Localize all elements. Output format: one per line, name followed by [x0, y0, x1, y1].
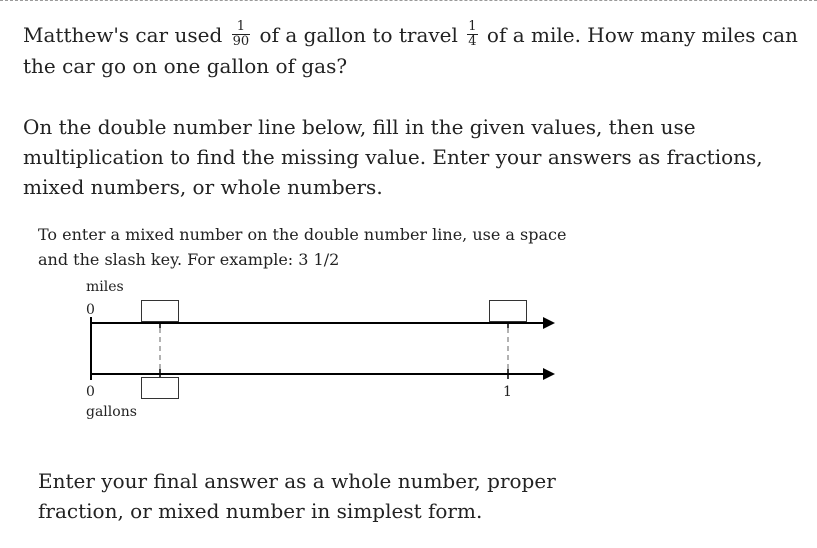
question-part2: of a gallon to travel: [253, 23, 465, 47]
final-answer-instruction: Enter your final answer as a whole number, proper fraction, or mixed number in simplest form.: [38, 469, 556, 523]
instructions-text: On the double number line below, fill in the given values, then use multiplication to find the missing value. Enter your answers as fractions, mixed numbers, or whole numbers.: [23, 115, 763, 199]
miles-label: miles: [86, 279, 124, 295]
question-part3: of a mile. How many miles can the car go on one gallon of gas?: [23, 23, 798, 78]
miles-given-input[interactable]: [141, 300, 179, 322]
fraction-mile-numerator: 1: [468, 19, 477, 34]
mixed-number-hint: To enter a mixed number on the double number line, use a space and the slash key. For example: 3 1/2: [38, 225, 567, 269]
gallons-label: gallons: [86, 404, 137, 420]
gallons-axis-arrow: [543, 368, 555, 380]
question-part1: Matthew's car used: [23, 23, 229, 47]
fraction-mile-denominator: 4: [468, 34, 477, 49]
gallons-given-input[interactable]: [141, 377, 179, 399]
miles-start-value: 0: [86, 302, 95, 318]
fraction-gallon-numerator: 1: [236, 19, 246, 34]
gallons-end-value: 1: [503, 384, 512, 400]
miles-answer-input[interactable]: [489, 300, 527, 322]
gallons-start-value: 0: [86, 384, 95, 400]
fraction-gallon-denominator: 90: [232, 34, 250, 49]
miles-axis-arrow: [543, 317, 555, 329]
